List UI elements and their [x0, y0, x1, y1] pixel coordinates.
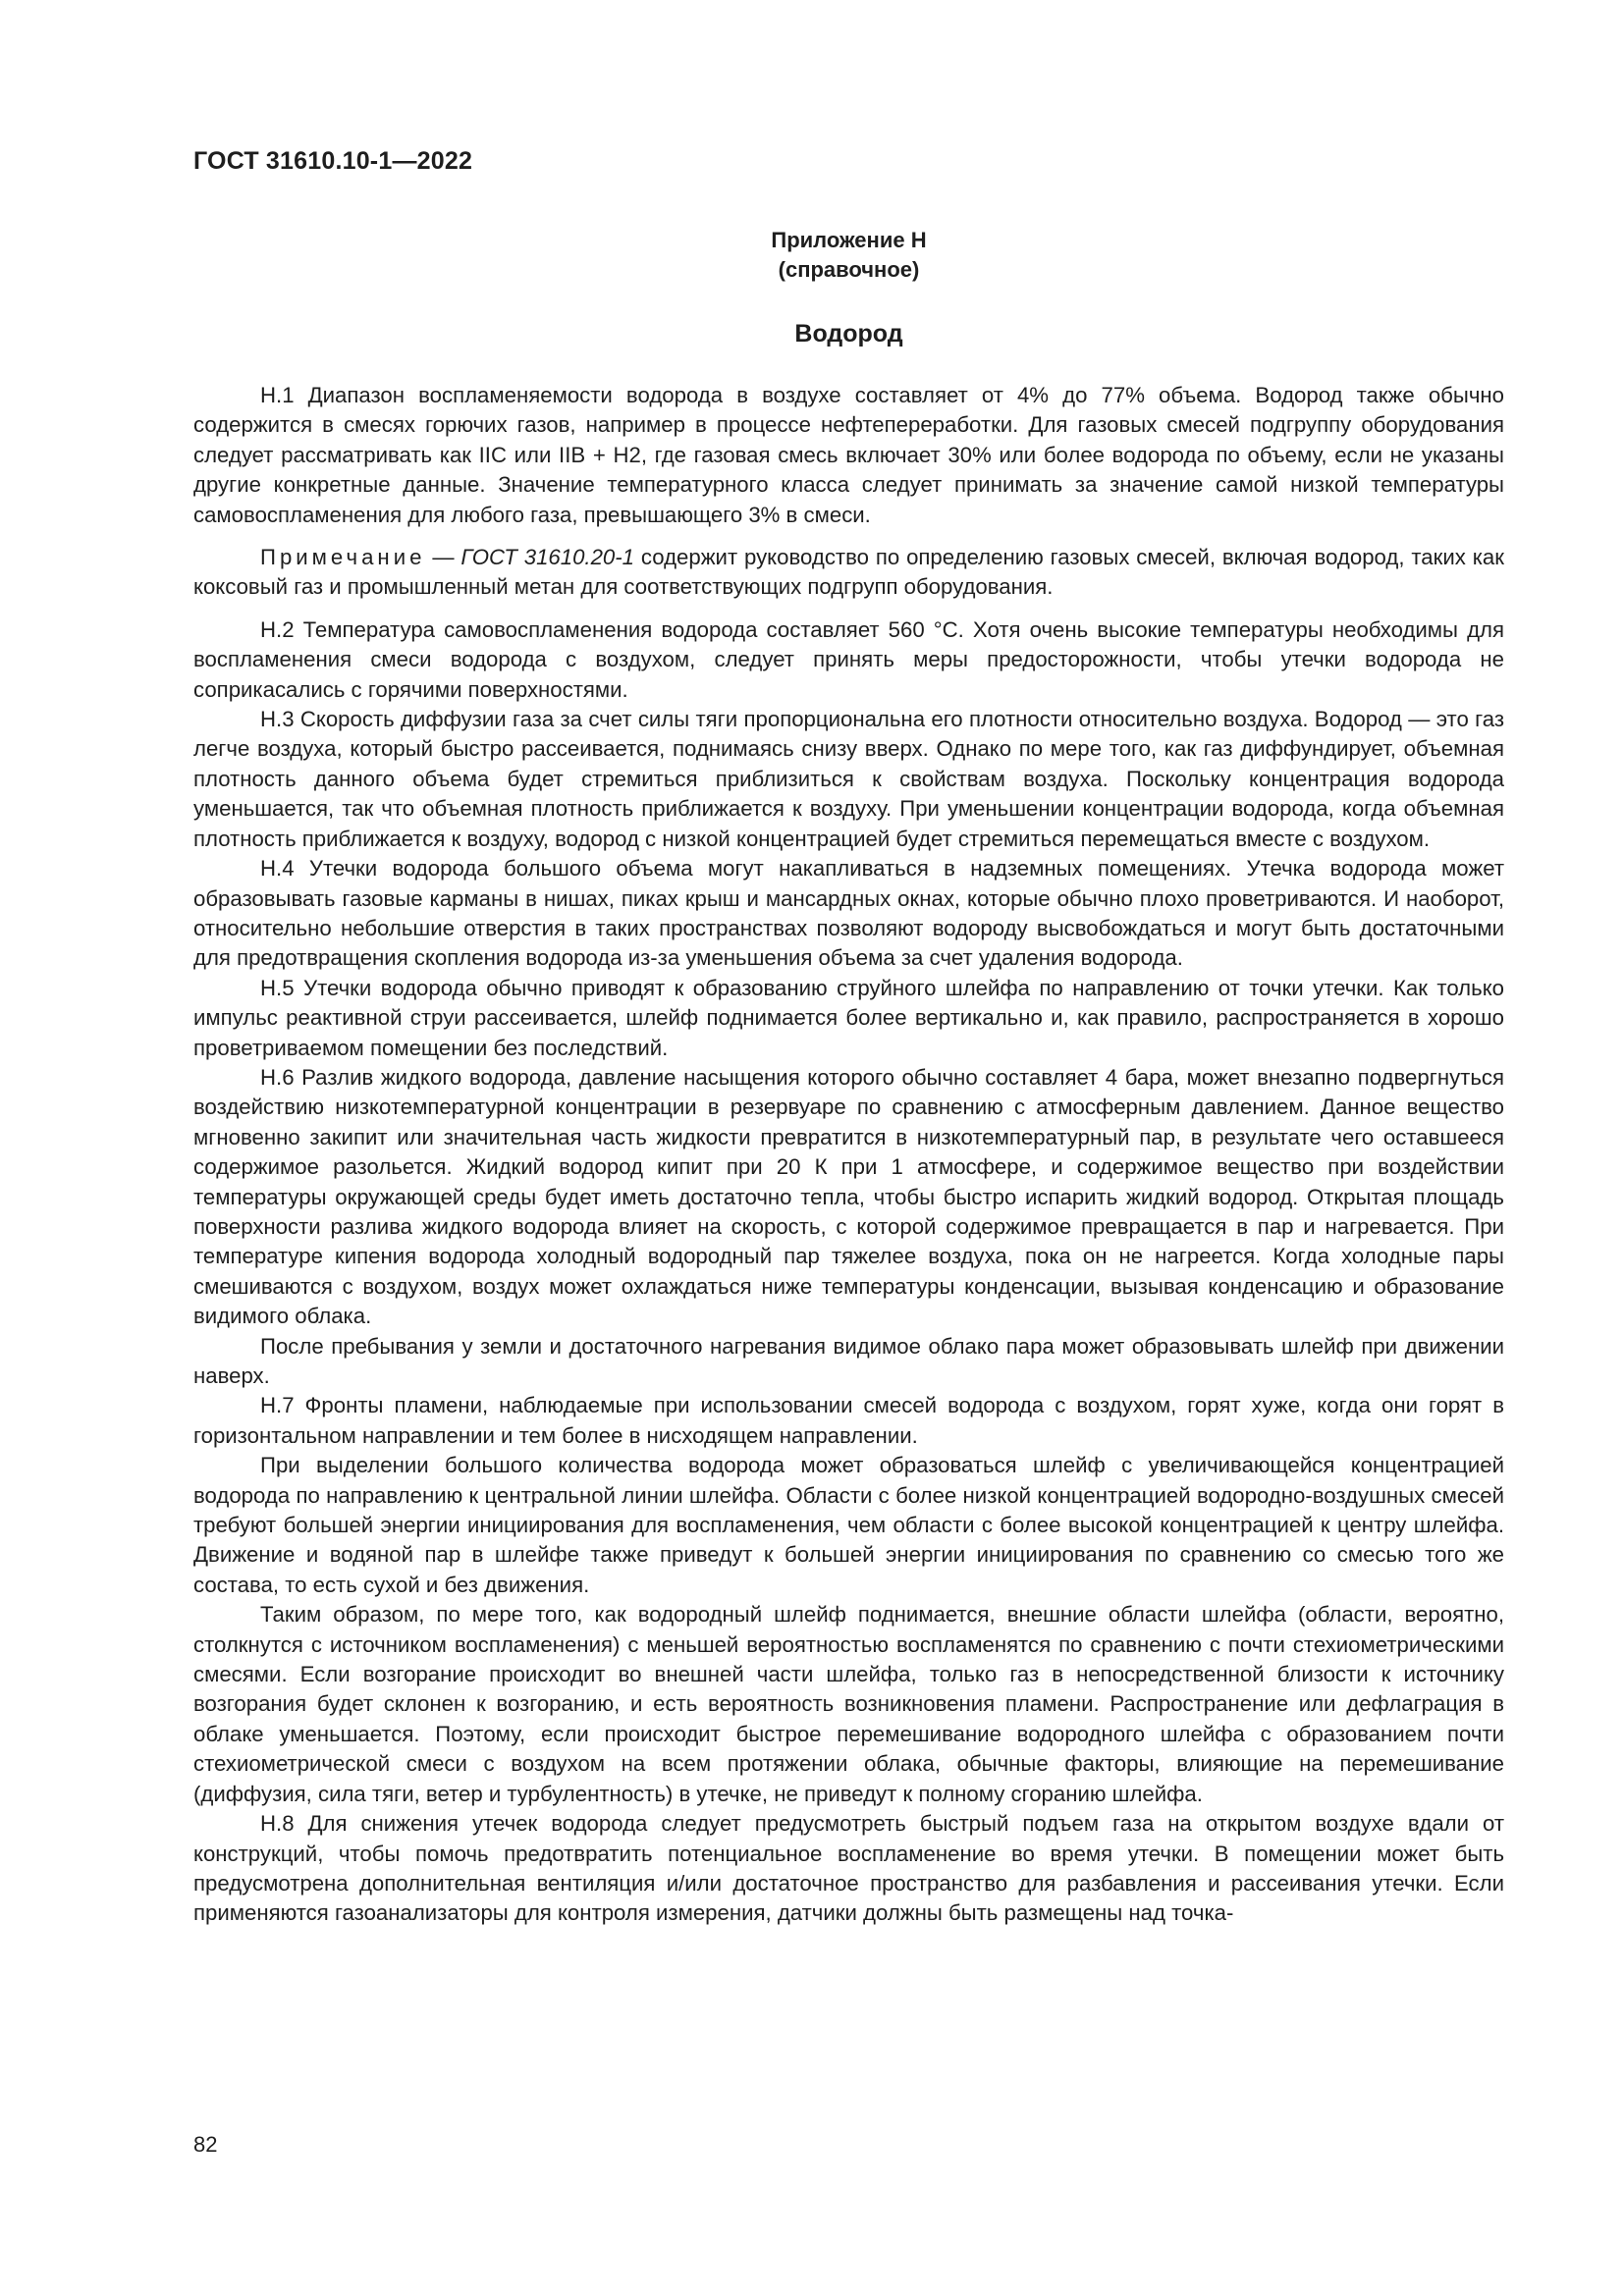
note-dash: — — [425, 545, 461, 570]
note-reference: ГОСТ 31610.20-1 — [460, 545, 634, 570]
note-label: Примечание — [260, 545, 426, 570]
note-text: содержит руководство по определению газовых смесей, включая водород, таких как коксовый газ и промышленный метан для соответствующих подгрупп оборудования. — [193, 545, 1504, 600]
paragraph-h7-plume: При выделении большого количества водорода может образоваться шлейф с увеличивающейся концентрацией водорода по направлению к центральной линии шлейфа. Области с более низкой концентрацией водородно-воздушных смесей требуют большей энергии инициирования для воспламенения, чем области с более высокой концентрацией к центру шлейфа. Движение и водяной пар в шлейфе также приведут к большей энергии инициирования по сравнению со смесью того же состава, то есть сухой и без движения. — [193, 1453, 1504, 1597]
document-code-header: ГОСТ 31610.10-1—2022 — [193, 147, 473, 175]
document-body — [193, 381, 1504, 1929]
paragraph-h3: Н.3 Скорость диффузии газа за счет силы тяги пропорциональна его плотности относительно воздуха. Водород — это газ легче воздуха, который быстро рассеивается, поднимаясь снизу вверх. Однако по мере того, как газ диффундирует, объемная плотность данного объема будет стремиться приблизиться к свойствам воздуха. Поскольку концентрация водорода уменьшается, так что объемная плотность приближается к воздуху. При уменьшении концентрации водорода, когда объемная плотность приближается к воздуху, водород с низкой концентрацией будет стремиться перемещаться вместе с воздухом. — [193, 707, 1504, 851]
paragraph-h4: Н.4 Утечки водорода большого объема могут накапливаться в надземных помещениях. Утечка водорода может образовывать газовые карманы в нишах, пиках крыш и мансардных окнах, которые обычно плохо проветриваются. И наоборот, относительно небольшие отверстия в таких пространствах позволяют водороду высвобождаться и могут быть достаточными для предотвращения скопления водорода из-за уменьшения объема за счет удаления водорода. — [193, 856, 1504, 971]
paragraph-h6-continued: После пребывания у земли и достаточного нагревания видимое облако пара может образовывать шлейф при движении наверх. — [193, 1333, 1504, 1388]
paragraph-h5: Н.5 Утечки водорода обычно приводят к образованию струйного шлейфа по направлению от точки утечки. Как только импульс реактивной струи рассеивается, шлейф поднимается более вертикально и, как правило, распространяется в хорошо проветриваемом помещении без последствий. — [193, 975, 1504, 1060]
paragraph-h6: Н.6 Разлив жидкого водорода, давление насыщения которого обычно составляет 4 бара, может внезапно подвергнуться воздействию низкотемпературной концентрации в резервуаре по сравнению с атмосферным давлением. Данное вещество мгновенно закипит или значительная часть жидкости превратится в низкотемпературный пар, в результате чего оставшееся содержимое разольется. Жидкий водород кипит при 20 К при 1 атмосфере, и содержимое вещество при воздействии температуры окружающей среды будет иметь достаточно тепла, чтобы быстро испарить жидкий водород. Открытая площадь поверхности разлива жидкого водорода влияет на скорость, с которой содержимое превращается в пар и нагревается. При температуре кипения водорода холодный водородный пар тяжелее воздуха, пока он не нагреется. Когда холодные пары смешиваются с воздухом, воздух может охлаждаться ниже температуры конденсации, вызывая конденсацию и образование видимого облака. — [193, 1064, 1504, 1329]
appendix-title: Приложение Н — [771, 228, 927, 252]
paragraph-h8: Н.8 Для снижения утечек водорода следует предусмотреть быстрый подъем газа на открытом воздухе вдали от конструкций, чтобы помочь предотвратить потенциальное воспламенение во время утечки. В помещении может быть предусмотрена дополнительная вентиляция и/или достаточное пространство для разбавления и рассеивания утечки. Если применяются газоанализаторы для контроля измерения, датчики должны быть размещены над точка- — [193, 1811, 1504, 1926]
paragraph-h2: Н.2 Температура самовоспламенения водорода составляет 560 °С. Хотя очень высокие температуры необходимы для воспламенения смеси водорода с воздухом, следует принять меры предосторожности, чтобы утечки водорода не соприкасались с горячими поверхностями. — [193, 616, 1504, 702]
paragraph-h7-conclusion: Таким образом, по мере того, как водородный шлейф поднимается, внешние области шлейфа (области, вероятно, столкнутся с источником воспламенения) с меньшей вероятностью воспламенятся по сравнению с почти стехиометрическими смесями. Если возгорание происходит во внешней части шлейфа, только газ в непосредственной близости к источнику возгорания будет склонен к возгоранию, и есть вероятность возникновения пламени. Распространение или дефлаграция в облаке уменьшается. Поэтому, если происходит быстрое перемешивание водородного шлейфа с образованием почти стехиометрической смеси с воздухом на всем протяжении облака, обычные факторы, влияющие на перемешивание (диффузия, сила тяги, ветер и турбулентность) в утечке, не приведут к полному сгоранию шлейфа. — [193, 1602, 1504, 1806]
section-title: Водород — [794, 320, 903, 347]
paragraph-h1: Н.1 Диапазон воспламеняемости водорода в воздухе составляет от 4% до 77% объема. Водород также обычно содержится в смесях горючих газов, например в процессе нефтепереработки. Для газовых смесей подгруппу оборудования следует рассматривать как IIC или IIB + H2, где газовая смесь включает 30% или более водорода по объему, если не указаны другие конкретные данные. Значение температурного класса следует принимать за значение самой низкой температуры самовоспламенения для любого газа, превышающего 3% в смеси. — [193, 383, 1504, 527]
appendix-subtitle: (справочное) — [778, 257, 920, 282]
paragraph-h7: Н.7 Фронты пламени, наблюдаемые при использовании смесей водорода с воздухом, горят хуже, когда они горят в горизонтальном направлении и тем более в нисходящем направлении. — [193, 1393, 1504, 1448]
note-paragraph — [193, 543, 1504, 603]
page-number: 82 — [193, 2132, 218, 2157]
